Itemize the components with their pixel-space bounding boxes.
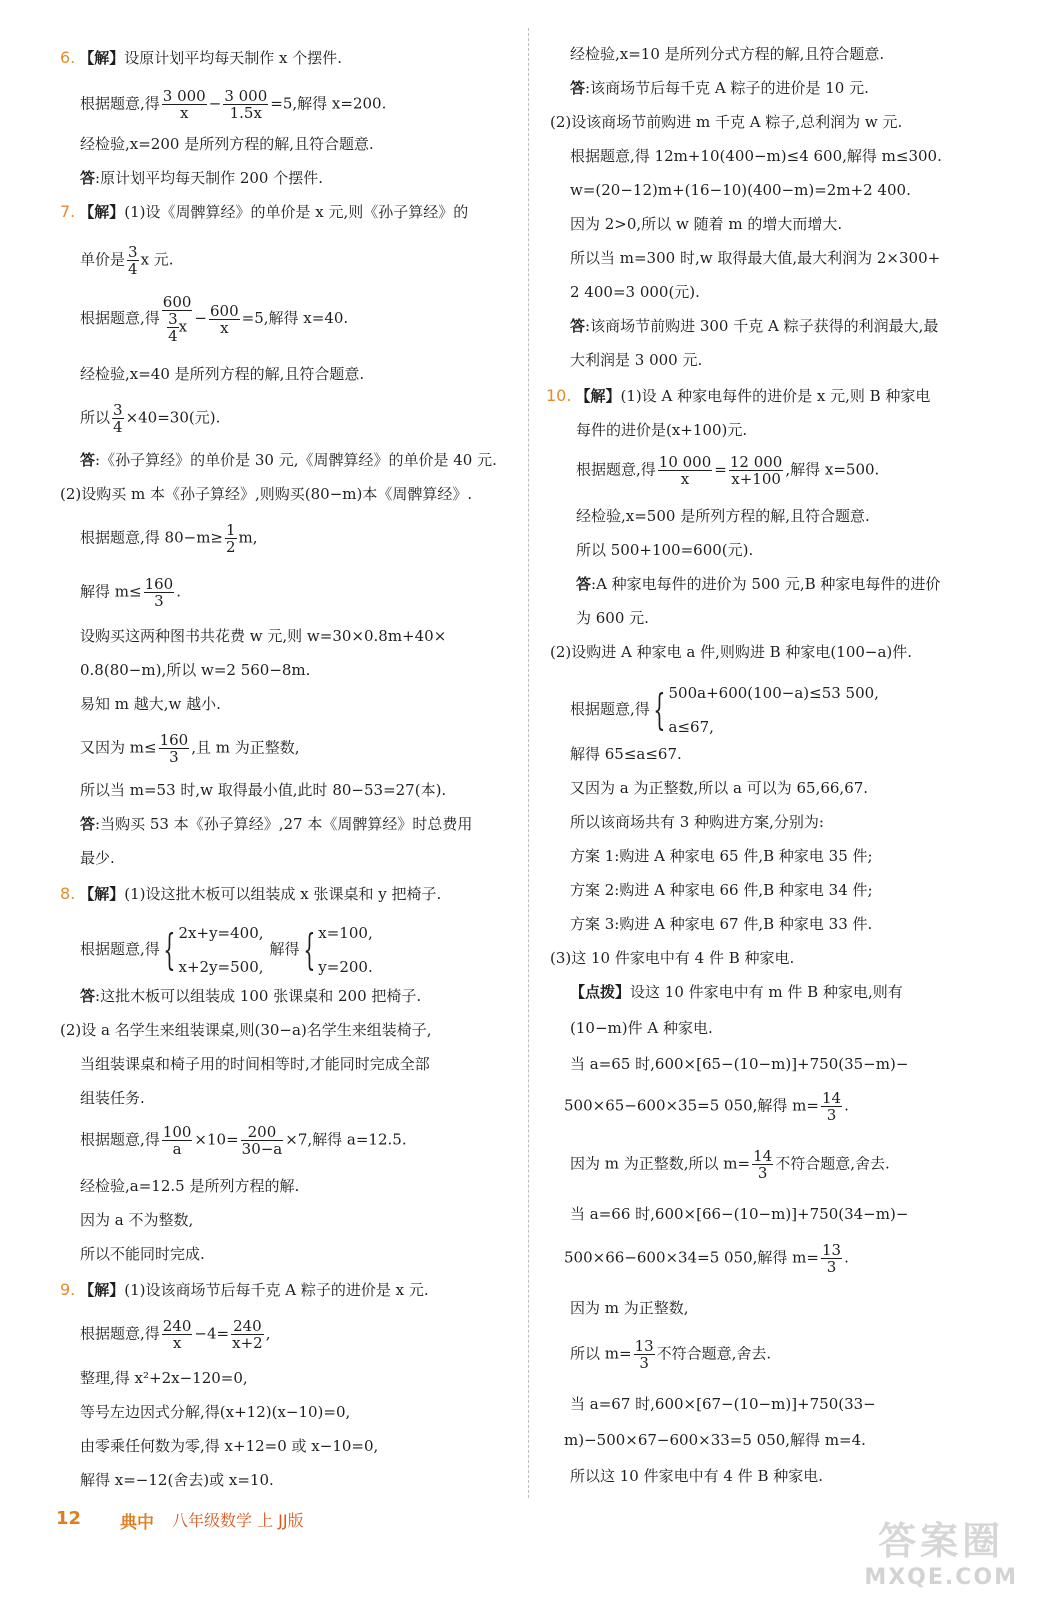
text: .	[844, 1248, 849, 1267]
numerator: 240	[162, 1317, 192, 1335]
r-line-1: 经检验,x=10 是所列分式方程的解,且符合题意.	[570, 45, 885, 63]
fraction	[162, 294, 193, 344]
q10-line-5: 所以 500+100=600(元).	[576, 541, 754, 559]
question-number: 8.	[60, 884, 76, 903]
q8-line-6: 组装任务.	[80, 1089, 145, 1107]
denominator: 4	[128, 260, 138, 278]
q7-part-2: (2)设购买 m 本《孙子算经》,则购买(80−m)本《周髀算经》.	[60, 485, 473, 503]
q10-line-27: m)−500×67−600×33=5 050,解得 m=4.	[564, 1431, 866, 1449]
numerator: 3	[128, 243, 138, 261]
q10-line-22: 当 a=66 时,600×[66−(10−m)]+750(34−m)−	[570, 1205, 909, 1223]
denominator: 4	[168, 327, 178, 345]
text: ×7,解得 a=12.5.	[285, 1130, 407, 1149]
text: ,且 m 为正整数,	[191, 738, 300, 757]
left-brace: {	[163, 925, 176, 974]
solution-tag: 【解】	[79, 885, 125, 903]
q8-line-5: 当组装课桌和椅子用的时间相等时,才能同时完成全部	[80, 1055, 430, 1073]
q10-conclusion: 所以这 10 件家电中有 4 件 B 种家电.	[570, 1467, 824, 1485]
q8-line-10: 所以不能同时完成.	[80, 1245, 205, 1263]
numerator: 160	[144, 575, 174, 593]
watermark-cn: 答案圈	[878, 1519, 1005, 1563]
text: 根据题意,得	[80, 1130, 160, 1149]
numerator: 14	[753, 1147, 773, 1165]
text: 根据题意,得	[80, 1324, 160, 1343]
denominator: x+2	[232, 1334, 263, 1352]
q10-line-10: 解得 65≤a≤67.	[570, 745, 682, 763]
denominator: x+100	[731, 470, 781, 488]
solution-tag: 【解】	[79, 49, 125, 67]
denominator: a	[172, 1140, 182, 1158]
text: 设原计划平均每天制作 x 个摆件.	[124, 49, 343, 67]
fraction	[658, 454, 713, 487]
text: −4=	[194, 1324, 230, 1343]
q7-line-10: 设购买这两种图书共花费 w 元,则 w=30×0.8m+40×	[80, 627, 447, 645]
fraction	[231, 1318, 264, 1351]
answer-label: 答	[80, 169, 96, 187]
solution-tag: 【解】	[575, 387, 621, 405]
numerator: 13	[821, 1241, 842, 1259]
q6-answer	[80, 168, 323, 188]
answer-label: 答	[80, 451, 96, 469]
text: =5,解得 x=200.	[270, 94, 387, 113]
question-number: 6.	[60, 48, 76, 67]
equation-system	[179, 916, 264, 984]
denominator: x	[172, 1334, 182, 1352]
watermark	[864, 1510, 1018, 1590]
numerator: 600	[210, 301, 239, 320]
answer-label: 答	[576, 575, 592, 593]
q10-plan-1: 方案 1:购进 A 种家电 65 件,B 种家电 35 件;	[570, 847, 873, 865]
q8-answer	[80, 986, 421, 1006]
inequality: a≤67,	[668, 718, 714, 736]
inequality-system	[669, 676, 879, 744]
r-line-4: 根据题意,得 12m+10(400−m)≤4 600,解得 m≤300.	[570, 147, 942, 165]
q10-line-8: (2)设购进 A 种家电 a 件,则购进 B 种家电(100−a)件.	[550, 643, 913, 661]
text: :该商场节前购进 300 千克 A 粽子获得的利润最大,最	[585, 317, 939, 335]
q7-solution-range	[80, 576, 181, 609]
q10-line-16: (3)这 10 件家电中有 4 件 B 种家电.	[550, 949, 795, 967]
text: (1)设该商场节后每千克 A 粽子的进价是 x 元.	[124, 1281, 429, 1299]
denominator: 3	[826, 1258, 837, 1276]
fraction	[729, 454, 784, 487]
solution-tag: 【解】	[79, 203, 125, 221]
column-divider	[528, 28, 530, 1498]
denominator: x	[680, 470, 690, 488]
denominator	[162, 311, 193, 344]
answer-label: 答	[570, 79, 586, 97]
numerator: 160	[159, 731, 189, 749]
fraction	[112, 402, 124, 435]
q10-hint	[570, 982, 903, 1002]
text: :这批木板可以组装成 100 张课桌和 200 把椅子.	[95, 987, 422, 1005]
answer-label: 答	[80, 987, 96, 1005]
text: 不符合题意,舍去.	[656, 1344, 772, 1363]
text: ,解得 x=500.	[785, 460, 880, 479]
solution-system	[318, 916, 372, 984]
denominator: 3	[639, 1354, 649, 1372]
r-line-3: (2)设该商场节前购进 m 千克 A 粽子,总利润为 w 元.	[550, 113, 903, 131]
question-number: 10.	[546, 386, 572, 405]
numerator: 3	[168, 310, 178, 328]
text: =	[714, 460, 727, 479]
q7-line-5	[80, 402, 220, 435]
inequality: 500a+600(100−a)≤53 500,	[668, 684, 879, 702]
q10-system	[570, 676, 879, 744]
fraction	[159, 732, 190, 765]
q10-line-4: 经检验,x=500 是所列方程的解,且符合题意.	[576, 507, 870, 525]
denominator: 3	[757, 1164, 768, 1182]
denominator: x	[220, 318, 229, 337]
hint-label: 【点拨】	[570, 983, 631, 1001]
text: 根据题意,得	[570, 700, 650, 718]
text: 500×65−600×35=5 050,解得 m=	[564, 1096, 819, 1115]
question-number: 7.	[60, 202, 76, 221]
variable: x	[178, 317, 188, 336]
r-line-6: 因为 2>0,所以 w 随着 m 的增大而增大.	[570, 215, 843, 233]
text: (1)设这批木板可以组装成 x 张课桌和 y 把椅子.	[124, 885, 442, 903]
text: :原计划平均每天制作 200 个摆件.	[95, 169, 324, 187]
r-line-7: 所以当 m=300 时,w 取得最大值,最大利润为 2×300+	[570, 249, 941, 267]
fraction	[821, 1242, 842, 1275]
text: 根据题意,得	[80, 309, 160, 327]
denominator: 30−a	[241, 1140, 283, 1158]
fraction	[162, 88, 207, 121]
q7-equation: 根据题意,得 600 $\frac{3}{4}$ x − $\frac{600}{x}$ =5,解得 x=40.	[80, 293, 349, 345]
q10-line-26: 当 a=67 时,600×[67−(10−m)]+750(33−	[570, 1395, 876, 1413]
denominator: 3	[154, 592, 164, 610]
r-line-5: w=(20−12)m+(16−10)(400−m)=2m+2 400.	[570, 181, 911, 199]
q10-line-24: 因为 m 为正整数,	[570, 1299, 689, 1317]
q8-line-4: (2)设 a 名学生来组装课桌,则(30−a)名学生来组装椅子,	[60, 1021, 432, 1039]
equation: x=100,	[318, 924, 373, 942]
q10-line-25	[570, 1338, 771, 1371]
text: 解得 m≤	[80, 582, 142, 601]
denominator: 1.5x	[229, 104, 262, 122]
text: 500×66−600×34=5 050,解得 m=	[564, 1248, 819, 1267]
q7-line-16: 最少.	[80, 849, 115, 867]
text: ×40=30(元).	[125, 408, 221, 427]
text: (1)设 A 种家电每件的进价是 x 元,则 B 种家电	[620, 387, 931, 405]
q10-line-12: 所以该商场共有 3 种购进方案,分别为:	[570, 813, 824, 831]
numerator: 200	[241, 1124, 284, 1141]
text: 不符合题意,舍去.	[775, 1154, 890, 1173]
fraction	[162, 1124, 193, 1157]
q9-line-3: 整理,得 x²+2x−120=0,	[80, 1369, 248, 1387]
watermark-url: MXQE.COM	[864, 1565, 1018, 1590]
q7-inequality	[80, 522, 258, 555]
fraction	[752, 1148, 773, 1181]
fraction	[223, 88, 268, 121]
solution-tag: 【解】	[79, 1281, 125, 1299]
text: :当购买 53 本《孙子算经》,27 本《周髀算经》时总费用	[95, 815, 473, 833]
text: 根据题意,得	[80, 940, 160, 958]
fraction	[634, 1338, 655, 1371]
text: (1)设《周髀算经》的单价是 x 元,则《孙子算经》的	[124, 203, 469, 221]
answer-label: 答	[80, 815, 96, 833]
q8-line-9: 因为 a 不为整数,	[80, 1211, 194, 1229]
numerator: 13	[634, 1337, 654, 1355]
q10-line-2: 每件的进价是(x+100)元.	[576, 421, 748, 439]
r-answer-1	[570, 78, 869, 98]
q8-line-8: 经检验,a=12.5 是所列方程的解.	[80, 1177, 300, 1195]
q7-line-13	[80, 732, 300, 765]
q10-line-7: 为 600 元.	[576, 609, 649, 627]
fraction	[127, 244, 139, 277]
q10-line-21	[570, 1148, 890, 1181]
equation: y=200.	[318, 958, 373, 976]
fraction	[162, 1318, 193, 1351]
answer-label: 答	[570, 317, 586, 335]
q8-line-1	[60, 884, 441, 904]
text: 因为 m 为正整数,所以 m=	[570, 1154, 751, 1173]
q7-line-11: 0.8(80−m),所以 w=2 560−8m.	[80, 661, 311, 679]
fraction	[144, 576, 175, 609]
q9-line-6: 解得 x=−12(舍去)或 x=10.	[80, 1471, 274, 1489]
left-brace: {	[653, 685, 666, 734]
text: :《孙子算经》的单价是 30 元,《周髀算经》的单价是 40 元.	[95, 451, 497, 469]
q9-line-5: 由零乘任何数为零,得 x+12=0 或 x−10=0,	[80, 1437, 379, 1455]
q9-line-4: 等号左边因式分解,得(x+12)(x−10)=0,	[80, 1403, 351, 1421]
denominator: 3	[826, 1106, 837, 1124]
fraction	[225, 522, 237, 555]
text: 设这 10 件家电中有 m 件 B 种家电,则有	[630, 983, 903, 1001]
q10-line-20	[564, 1090, 849, 1123]
page-footer	[0, 1500, 1048, 1600]
q8-equation	[80, 1124, 407, 1157]
q10-plan-2: 方案 2:购进 A 种家电 66 件,B 种家电 34 件;	[570, 881, 873, 899]
text: m,	[238, 528, 258, 547]
q10-line-11: 又因为 a 为正整数,所以 a 可以为 65,66,67.	[570, 779, 869, 797]
page-number: 12	[56, 1508, 82, 1529]
fraction	[209, 303, 240, 336]
q10-line-1	[546, 386, 930, 406]
fraction	[241, 1124, 284, 1157]
numerator: 600	[162, 293, 192, 311]
left-brace: {	[302, 925, 315, 974]
denominator: 4	[113, 418, 123, 436]
text: .	[176, 582, 181, 601]
r-line-10: 大利润是 3 000 元.	[570, 351, 703, 369]
fraction	[167, 311, 179, 344]
numerator: 10 000	[658, 453, 712, 471]
text: 所以 m=	[570, 1344, 632, 1363]
q6-equation: 根据题意,得 $\frac{3 000}{x}$ − $\frac{3 000}{1.5x}$ =5,解得 x=200.	[80, 87, 387, 122]
q10-line-23	[564, 1242, 849, 1275]
denominator: x	[180, 104, 189, 122]
numerator: 3	[113, 401, 123, 419]
numerator: 12 000	[729, 453, 783, 471]
q7-line-2	[80, 244, 174, 277]
denominator: 3	[169, 748, 179, 766]
numerator: 100	[162, 1123, 192, 1141]
fraction	[821, 1090, 842, 1123]
book-series: 八年级数学 上 JJ版	[172, 1511, 304, 1530]
q7-answer-2	[80, 814, 472, 834]
denominator: 2	[225, 538, 236, 556]
numerator: 240	[233, 1317, 262, 1335]
q8-system	[80, 916, 373, 984]
text: 根据题意,得	[80, 94, 160, 113]
q10-line-19: 当 a=65 时,600×[65−(10−m)]+750(35−m)−	[570, 1055, 909, 1073]
q10-line-18: (10−m)件 A 种家电.	[570, 1019, 713, 1037]
text: 根据题意,得 80−m≥	[80, 528, 223, 547]
q7-line-14: 所以当 m=53 时,w 取得最小值,此时 80−53=27(本).	[80, 781, 447, 799]
text: 所以	[80, 408, 111, 427]
text: .	[844, 1096, 849, 1115]
brand-logo: 典中	[120, 1513, 154, 1533]
q7-answer-1	[80, 450, 497, 470]
numerator: 3 000	[224, 87, 268, 105]
equation: 2x+y=400,	[178, 924, 264, 942]
q7-line-1	[60, 202, 468, 222]
q10-answer-1	[576, 574, 940, 594]
text: 根据题意,得	[576, 460, 656, 479]
r-line-8: 2 400=3 000(元).	[570, 283, 700, 301]
text: =5,解得 x=40.	[241, 309, 349, 327]
r-answer-2	[570, 316, 938, 336]
q9-line-1	[60, 1280, 429, 1300]
text: 又因为 m≤	[80, 738, 157, 757]
text: 解得	[269, 940, 300, 958]
text: 单价是	[80, 250, 126, 269]
q7-line-4: 经检验,x=40 是所列方程的解,且符合题意.	[80, 365, 365, 383]
numerator: 1	[225, 521, 236, 539]
q6-line-1	[60, 48, 342, 68]
text: ×10=	[194, 1130, 239, 1149]
q10-plan-3: 方案 3:购进 A 种家电 67 件,B 种家电 33 件.	[570, 915, 873, 933]
q10-equation	[576, 454, 879, 487]
q6-line-3: 经检验,x=200 是所列方程的解,且符合题意.	[80, 135, 374, 153]
text: :该商场节后每千克 A 粽子的进价是 10 元.	[585, 79, 869, 97]
text: x 元.	[140, 250, 174, 269]
question-number: 9.	[60, 1280, 76, 1299]
q7-line-12: 易知 m 越大,w 越小.	[80, 695, 221, 713]
numerator: 3 000	[162, 87, 206, 105]
text: :A 种家电每件的进价为 500 元,B 种家电每件的进价	[591, 575, 941, 593]
text: ,	[265, 1324, 271, 1343]
numerator: 14	[821, 1089, 842, 1107]
equation: x+2y=500,	[178, 958, 264, 976]
q9-equation	[80, 1318, 270, 1351]
